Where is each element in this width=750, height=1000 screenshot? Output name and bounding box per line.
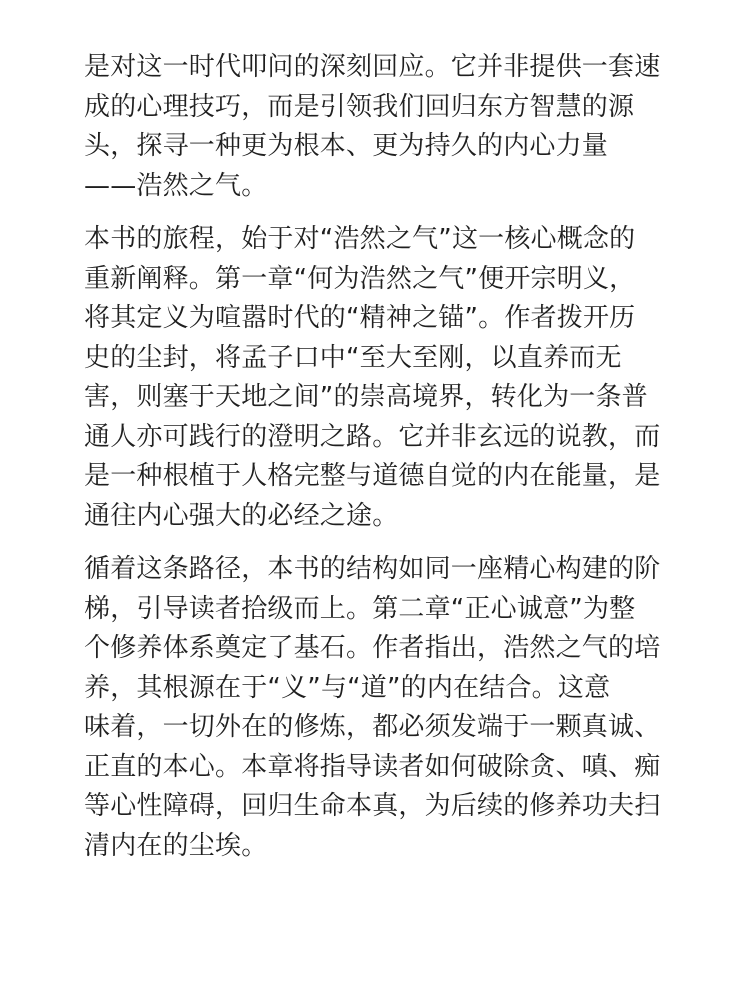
- paragraph-line: 是对这一时代叩问的深刻回应。它并非提供一套速: [84, 52, 661, 82]
- paragraph-line: 成的心理技巧，而是引领我们回归东方智慧的源: [84, 91, 635, 122]
- paragraph-line: 重新阐释。第一章“何为浩然之气”便开宗明义，: [84, 263, 636, 294]
- paragraph-line: 本书的旅程，始于对“浩然之气”这一核心概念的: [84, 224, 636, 254]
- paragraph-3: [84, 550, 684, 866]
- paragraph-line: 害，则塞于天地之间”的崇高境界，转化为一条普: [84, 382, 648, 412]
- paragraph-1: [84, 48, 684, 206]
- paragraph-line: 将其定义为喧嚣时代的“精神之锚”。作者拨开历: [84, 303, 636, 333]
- paragraph-line: 养，其根源在于“义”与“道”的内在结合。这意: [84, 672, 611, 703]
- paragraph-line: 等心性障碍，回归生命本真，为后续的修养功夫扫: [84, 791, 661, 821]
- paragraph-line: 个修养体系奠定了基石。作者指出，浩然之气的培: [84, 633, 661, 663]
- paragraph-line: 是一种根植于人格完整与道德自觉的内在能量，是: [84, 461, 661, 491]
- paragraph-line: 正直的本心。本章将指导读者如何破除贪、嗔、痴: [84, 751, 661, 782]
- paragraph-line: 史的尘封，将孟子口中“至大至刚，以直养而无: [84, 342, 622, 373]
- paragraph-line: 头，探寻一种更为根本、更为持久的内心力量: [84, 131, 609, 161]
- paragraph-line: 循着这条路径，本书的结构如同一座精心构建的阶: [84, 554, 661, 584]
- paragraph-line: 清内在的尘埃。: [84, 830, 268, 861]
- paragraph-line: 味着，一切外在的修炼，都必须发端于一颗真诚、: [84, 712, 661, 742]
- paragraph-2: [84, 220, 684, 536]
- paragraph-line: 通往内心强大的必经之途。: [84, 500, 399, 531]
- paragraph-line: ——浩然之气。: [84, 170, 268, 201]
- paragraph-line: 梯，引导读者拾级而上。第二章“正心诚意”为整: [84, 593, 636, 624]
- paragraph-line: 通人亦可践行的澄明之路。它并非玄远的说教，而: [84, 421, 661, 452]
